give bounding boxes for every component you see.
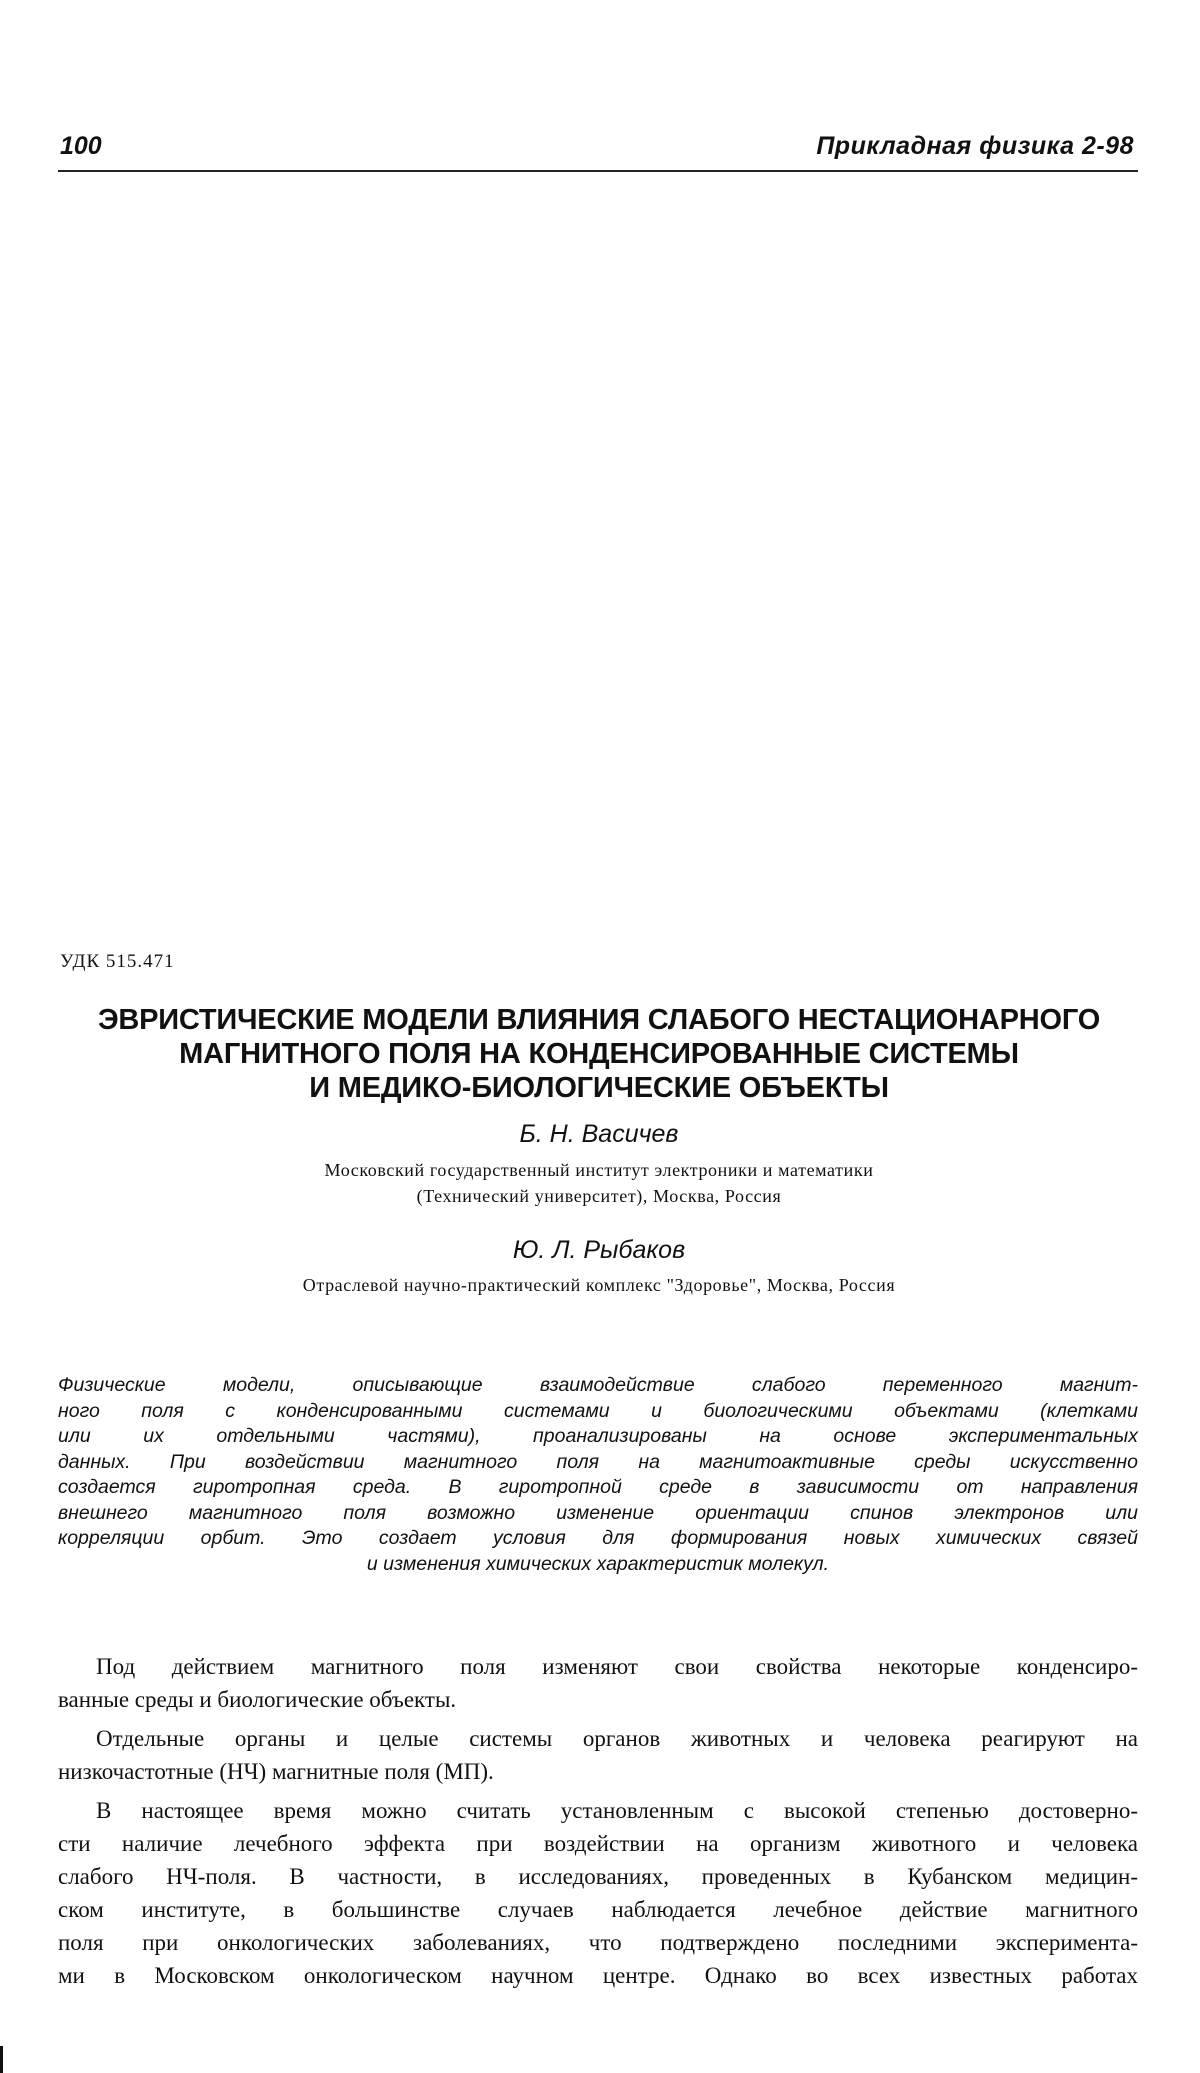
text-line: Под действием магнитного поля изменяют свои свойства некоторые конденсиро- <box>96 1654 1138 1679</box>
text-line: сти наличие лечебного эффекта при воздействии на организм животного и человека <box>58 1831 1138 1856</box>
abstract-line: Физические модели, описывающие взаимодействие слабого переменного магнит- <box>58 1374 1138 1396</box>
header-rule <box>58 170 1138 172</box>
running-header <box>58 132 1138 166</box>
body-text <box>58 1650 1138 1998</box>
text-line: ванные среды и биологические объекты. <box>58 1687 457 1712</box>
abstract-line: внешнего магнитного поля возможно изменение ориентации спинов электронов или <box>58 1501 1138 1524</box>
abstract-line: корреляции орбит. Это создает условия для формирования новых химических связей <box>58 1527 1138 1549</box>
abstract-line: данных. При воздействии магнитного поля на магнитоактивные среды искусственно <box>58 1450 1138 1473</box>
author-name: Ю. Л. Рыбаков <box>512 1236 686 1264</box>
paragraph <box>58 1722 1138 1788</box>
title-line: МАГНИТНОГО ПОЛЯ НА КОНДЕНСИРОВАННЫЕ СИСТЕМЫ <box>179 1038 1019 1070</box>
abstract-line: создается гиротропная среда. В гиротропной среде в зависимости от направления <box>58 1476 1138 1498</box>
text-line: Отдельные органы и целые системы органов животных и человека реагируют на <box>96 1726 1138 1751</box>
text-line: слабого НЧ-поля. В частности, в исследованиях, проведенных в Кубанском медицин- <box>58 1864 1138 1889</box>
text-line: поля при онкологических заболеваниях, что подтверждено последними эксперимента- <box>58 1930 1138 1955</box>
abstract-line: или их отдельными частями), проанализированы на основе экспериментальных <box>58 1425 1138 1447</box>
scan-edge-mark <box>0 2046 3 2073</box>
title-line: ЭВРИСТИЧЕСКИЕ МОДЕЛИ ВЛИЯНИЯ СЛАБОГО НЕСТАЦИОНАРНОГО <box>97 1004 1101 1036</box>
abstract-line: ного поля с конденсированными системами и биологическими объектами (клетками <box>58 1399 1138 1422</box>
affiliation-line: (Технический университет), Москва, Россия <box>416 1186 782 1206</box>
author-affiliation <box>58 1157 1140 1209</box>
abstract-line: и изменения химических характеристик молекул. <box>366 1552 830 1575</box>
text-line: ском институте, в большинстве случаев наблюдается лечебное действие магнитного <box>58 1897 1138 1922</box>
paragraph <box>58 1794 1138 1992</box>
text-line: низкочастотные (НЧ) магнитные поля (МП). <box>58 1759 494 1784</box>
abstract <box>58 1373 1138 1577</box>
author-affiliation <box>58 1272 1140 1298</box>
journal-name: Прикладная физика 2-98 <box>816 132 1134 160</box>
paragraph <box>58 1650 1138 1716</box>
affiliation-line: Отраслевой научно-практический комплекс "Здоровье", Москва, Россия <box>302 1275 896 1295</box>
title-line: И МЕДИКО-БИОЛОГИЧЕСКИЕ ОБЪЕКТЫ <box>309 1072 889 1104</box>
page-number: 100 <box>60 132 102 160</box>
article-title <box>58 1003 1140 1105</box>
affiliation-line: Московский государственный институт электроники и математики <box>324 1160 874 1180</box>
author-name: Б. Н. Васичев <box>519 1120 679 1148</box>
text-line: ми в Московском онкологическом научном центре. Однако во всех известных работах <box>58 1963 1138 1988</box>
text-line: В настоящее время можно считать установленным с высокой степенью достоверно- <box>96 1798 1138 1823</box>
udk-code: УДК 515.471 <box>60 951 175 972</box>
